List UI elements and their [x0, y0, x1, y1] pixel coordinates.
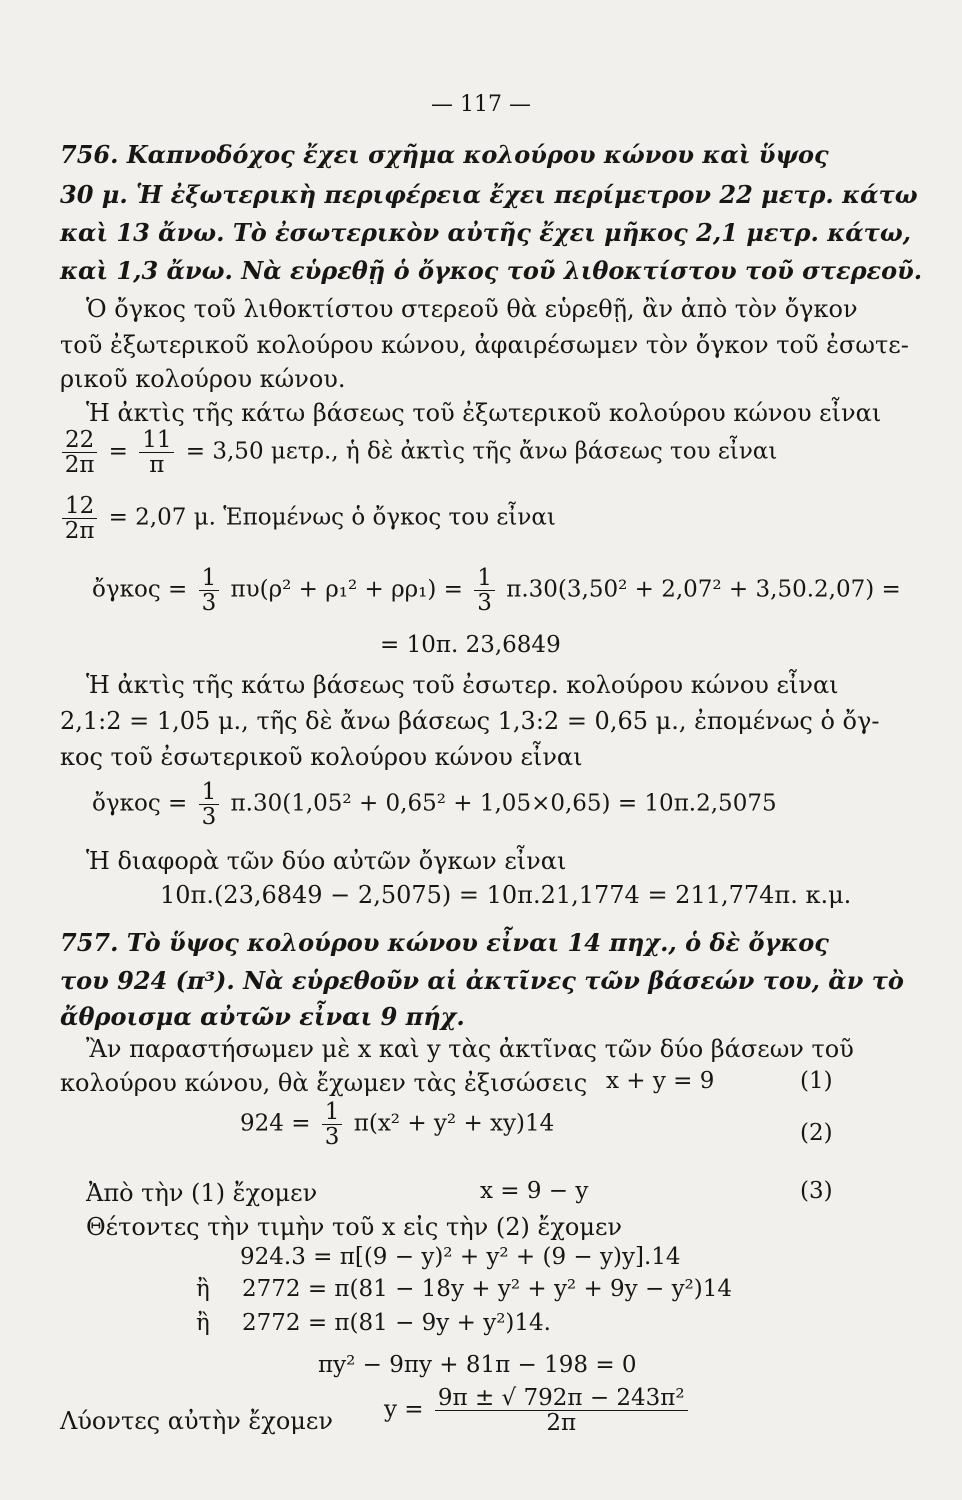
- solution-757-line-1: Ἂν παραστήσωμεν μὲ x καὶ y τὰς ἀκτῖνας τῶν δύο βάσεων τοῦ: [86, 1035, 854, 1063]
- problem-757-statement-line-3: ἄθροισμα αὐτῶν εἶναι 9 πήχ.: [60, 1002, 465, 1031]
- equation-2: 924 = $\frac{1}{3}$ π(x² + y² + xy)14: [240, 1099, 555, 1150]
- solution-756-line-7: κος τοῦ ἐσωτερικοῦ κολούρου κώνου εἶναι: [60, 743, 583, 771]
- equation-5: 2772 = π(81 − 18y + y² + y² + 9y − y²)14: [242, 1276, 733, 1302]
- problem-756-statement-line-4: καὶ 1,3 ἄνω. Νὰ εὑρεθῇ ὁ ὄγκος τοῦ λιθοκτίστου τοῦ στερεοῦ.: [60, 256, 923, 285]
- equation-1-tag: (1): [800, 1068, 833, 1094]
- equation-3-tag: (3): [800, 1178, 833, 1204]
- problem-756-statement-line-1: 756. Καπνοδόχος ἔχει σχῆμα κολούρου κώνου καὶ ὕψος: [60, 140, 829, 169]
- problem-757-statement-line-2: του 924 (π³). Νὰ εὑρεθοῦν αἱ ἀκτῖνες τῶν βάσεών του, ἂν τὸ: [60, 966, 904, 995]
- or-2: ἢ: [196, 1310, 210, 1336]
- solution-756-line-5: Ἡ ἀκτὶς τῆς κάτω βάσεως τοῦ ἐσωτερ. κολούρου κώνου εἶναι: [86, 671, 839, 699]
- solution-757-line-3: Ἀπὸ τὴν (1) ἔχομεν: [86, 1179, 318, 1207]
- solution-756-line-3: ρικοῦ κολούρου κώνου.: [60, 365, 346, 393]
- problem-756-statement-line-3: καὶ 13 ἄνω. Τὸ ἐσωτερικὸν αὐτῆς ἔχει μῆκος 2,1 μετρ. κάτω,: [60, 218, 912, 247]
- difference-result: 10π.(23,6849 − 2,5075) = 10π.21,1774 = 211,774π. κ.μ.: [160, 881, 852, 909]
- or-1: ἢ: [196, 1276, 210, 1302]
- problem-756-statement-line-2: 30 μ. Ἡ ἐξωτερικὴ περιφέρεια ἔχει περίμετρον 22 μετρ. κάτω: [60, 180, 918, 209]
- quadratic-solution-fraction: $\frac{\text{9π ± √ 792π − 243π²}}{2\pi}$: [435, 1386, 688, 1435]
- equation-8: y = $\frac{\text{9π ± √ 792π − 243π²}}{2\pi}$: [384, 1386, 692, 1435]
- solution-757-line-4: Θέτοντες τὴν τιμὴν τοῦ x εἰς τὴν (2) ἔχομεν: [86, 1213, 622, 1241]
- fraction-11-over-pi: $\frac{11}{\pi}$: [139, 428, 174, 477]
- page-number: — 117 —: [431, 92, 531, 117]
- outer-volume-equation: ὄγκος = $\frac{1}{3}$ πυ(ρ² + ρ₁² + ρρ₁) = $\frac{1}{3}$ π.30(3,50² + 2,07² + 3,50.2,07) =: [92, 565, 901, 616]
- solution-756-line-2: τοῦ ἐξωτερικοῦ κολούρου κώνου, ἀφαιρέσωμεν τὸν ὄγκον τοῦ ἐσωτε-: [60, 331, 909, 359]
- solution-756-line-1: Ὁ ὄγκος τοῦ λιθοκτίστου στερεοῦ θὰ εὑρεθῇ, ἂν ἀπὸ τὸν ὄγκον: [86, 295, 858, 323]
- equation-7: πy² − 9πy + 81π − 198 = 0: [318, 1352, 637, 1378]
- solution-756-line-6: 2,1:2 = 1,05 μ., τῆς δὲ ἄνω βάσεως 1,3:2 = 0,65 μ., ἐπομένως ὁ ὄγ-: [60, 707, 880, 735]
- equation-3: x = 9 − y: [480, 1178, 589, 1204]
- equation-2-tag: (2): [800, 1120, 833, 1146]
- radius-equation-1: $\frac{22}{2\pi}$ = $\frac{11}{\pi}$ = 3,50 μετρ., ἡ δὲ ἀκτὶς τῆς ἄνω βάσεως του εἶναι: [58, 428, 777, 477]
- equation-1: x + y = 9: [606, 1068, 715, 1094]
- solution-757-line-5: Λύοντες αὐτὴν ἔχομεν: [60, 1407, 333, 1435]
- equation-6: 2772 = π(81 − 9y + y²)14.: [242, 1310, 551, 1336]
- solution-757-line-2: κολούρου κώνου, θὰ ἔχωμεν τὰς ἐξισώσεις: [60, 1069, 588, 1097]
- fraction-22-over-2pi: $\frac{22}{2\pi}$: [62, 428, 97, 477]
- radius-equation-2: $\frac{12}{2\pi}$ = 2,07 μ. Ἑπομένως ὁ ὄγκος του εἶναι: [58, 494, 556, 543]
- solution-756-line-8: Ἡ διαφορὰ τῶν δύο αὐτῶν ὄγκων εἶναι: [86, 847, 567, 875]
- inner-volume-equation: ὄγκος = $\frac{1}{3}$ π.30(1,05² + 0,65² + 1,05×0,65) = 10π.2,5075: [92, 779, 777, 830]
- fraction-12-over-2pi: $\frac{12}{2\pi}$: [62, 494, 97, 543]
- outer-volume-result: = 10π. 23,6849: [380, 632, 561, 658]
- solution-756-line-4: Ἡ ἀκτὶς τῆς κάτω βάσεως τοῦ ἐξωτερικοῦ κολούρου κώνου εἶναι: [86, 399, 882, 427]
- equation-4: 924.3 = π[(9 − y)² + y² + (9 − y)y].14: [240, 1244, 681, 1270]
- problem-757-statement-line-1: 757. Τὸ ὕψος κολούρου κώνου εἶναι 14 πηχ., ὁ δὲ ὄγκος: [60, 928, 829, 957]
